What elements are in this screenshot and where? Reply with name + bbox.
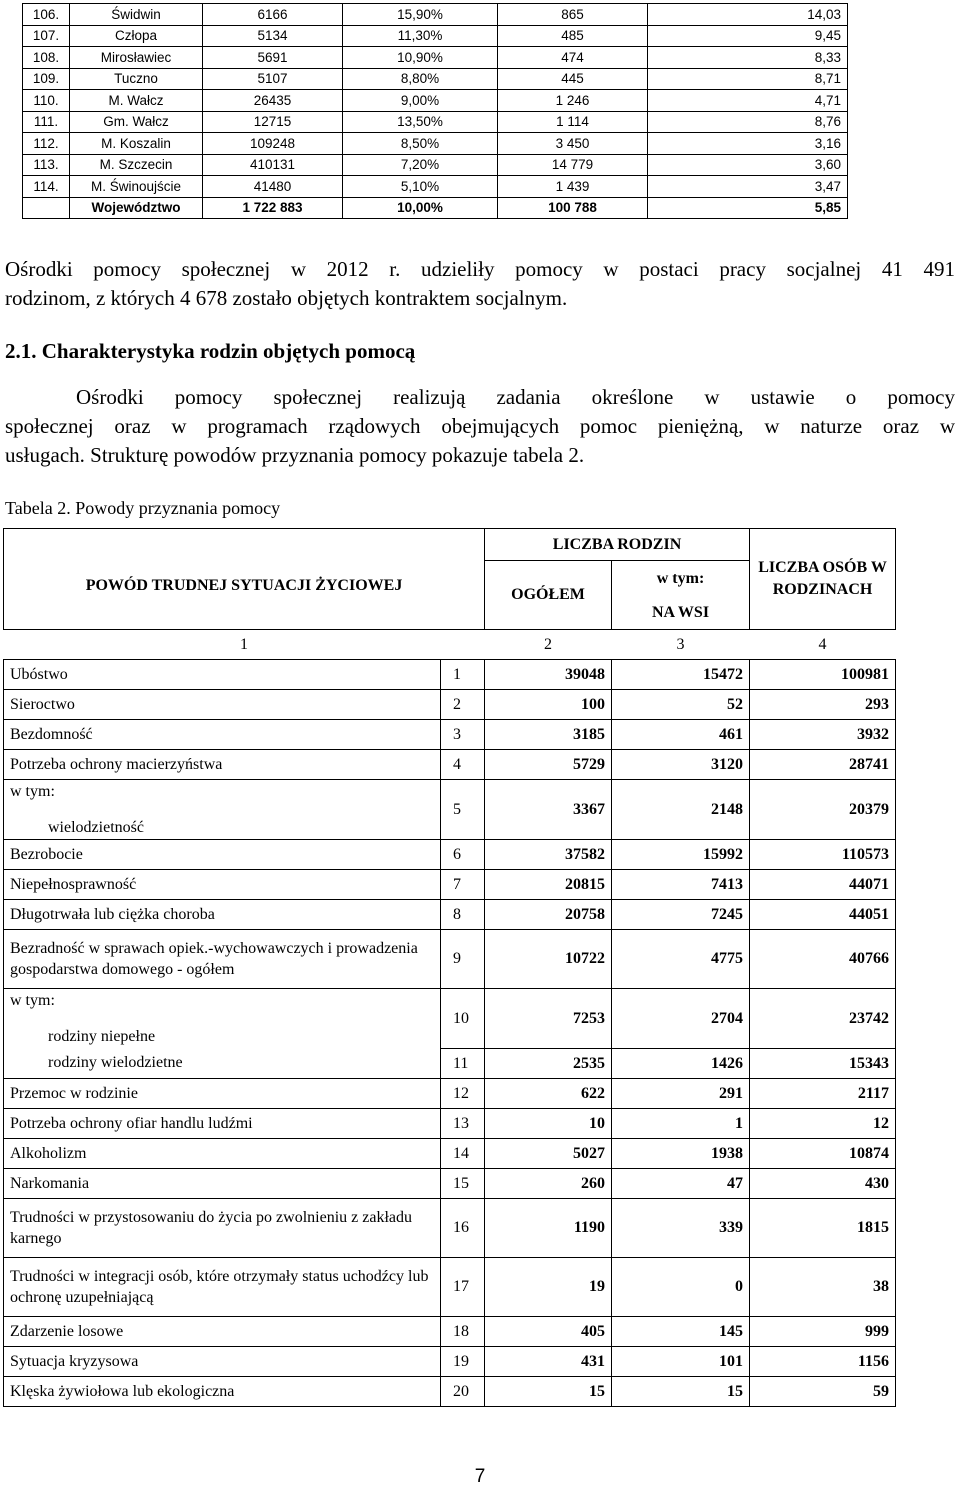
persons-count: 59	[750, 1377, 896, 1407]
assistance-reasons-table	[3, 528, 896, 1407]
lp-cell: 112.	[23, 133, 70, 155]
ratio-cell: 8,71	[648, 68, 848, 90]
table-row	[4, 780, 896, 840]
rural-families: 47	[612, 1169, 750, 1199]
label-stack	[10, 992, 434, 1046]
rural-families: 101	[612, 1347, 750, 1377]
table-row	[4, 1049, 896, 1079]
count-cell: 474	[498, 47, 648, 69]
population-cell: 410131	[203, 154, 343, 176]
subgroup-label: wielodzietność	[48, 818, 144, 836]
row-index: 9	[441, 930, 485, 989]
municipality-cell: Człopa	[70, 25, 203, 47]
rate-cell: 11,30%	[343, 25, 498, 47]
persons-count: 1815	[750, 1199, 896, 1258]
column-numbers-row	[4, 630, 896, 660]
section-heading: 2.1. Charakterystyka rodzin objętych pomocą	[5, 339, 416, 363]
rural-families: 3120	[612, 750, 750, 780]
table-row	[23, 47, 848, 69]
text-line: Ośrodki pomocy społecznej realizują zadania określone w ustawie o pomocy	[76, 385, 955, 409]
total-families: 19	[485, 1258, 612, 1317]
table-row	[23, 176, 848, 198]
lp-cell	[23, 197, 70, 219]
column-number: 3	[612, 630, 750, 660]
population-cell: 109248	[203, 133, 343, 155]
rate-cell: 8,80%	[343, 68, 498, 90]
lp-cell: 109.	[23, 68, 70, 90]
rural-families: 1	[612, 1109, 750, 1139]
row-index: 14	[441, 1139, 485, 1169]
persons-count: 28741	[750, 750, 896, 780]
header-persons: LICZBA OSÓB W RODZINACH	[750, 529, 896, 630]
rural-families: 15	[612, 1377, 750, 1407]
total-families: 5729	[485, 750, 612, 780]
row-index: 17	[441, 1258, 485, 1317]
persons-count: 44071	[750, 870, 896, 900]
column-number: 4	[750, 630, 896, 660]
table-row	[23, 68, 848, 90]
count-cell: 14 779	[498, 154, 648, 176]
count-cell: 445	[498, 68, 648, 90]
text-line: usługach. Strukturę powodów przyznania pomocy pokazuje tabela 2.	[5, 443, 585, 467]
rural-families: 339	[612, 1199, 750, 1258]
row-index: 3	[441, 720, 485, 750]
persons-count: 44051	[750, 900, 896, 930]
municipality-cell: M. Świnoujście	[70, 176, 203, 198]
text-line: rodzinom, z których 4 678 zostało objętych kontraktem socjalnym.	[5, 286, 568, 310]
lp-cell: 110.	[23, 90, 70, 112]
total-families: 20758	[485, 900, 612, 930]
reason-label: Potrzeba ochrony macierzyństwa	[4, 750, 441, 780]
ratio-cell: 3,47	[648, 176, 848, 198]
municipality-cell: Mirosławiec	[70, 47, 203, 69]
label-stack	[10, 783, 434, 837]
population-cell: 6166	[203, 4, 343, 26]
table-row	[4, 660, 896, 690]
rural-families: 4775	[612, 930, 750, 989]
table-row	[4, 750, 896, 780]
row-index: 6	[441, 840, 485, 870]
rural-families: 1938	[612, 1139, 750, 1169]
column-number: 1	[4, 630, 485, 660]
persons-count: 23742	[750, 989, 896, 1049]
municipality-cell: Województwo	[70, 197, 203, 219]
rate-cell: 13,50%	[343, 111, 498, 133]
table-row	[4, 1139, 896, 1169]
count-cell: 1 114	[498, 111, 648, 133]
table-row	[4, 720, 896, 750]
row-index: 11	[441, 1049, 485, 1079]
count-cell: 3 450	[498, 133, 648, 155]
count-cell: 1 246	[498, 90, 648, 112]
subgroup-label: rodziny wielodzietne	[48, 1054, 183, 1072]
rural-families: 2704	[612, 989, 750, 1049]
municipality-cell: Gm. Wałcz	[70, 111, 203, 133]
subgroup-label: rodziny niepełne	[48, 1027, 156, 1045]
reason-label: Zdarzenie losowe	[4, 1317, 441, 1347]
reason-label: Przemoc w rodzinie	[4, 1079, 441, 1109]
population-cell: 41480	[203, 176, 343, 198]
ratio-cell: 5,85	[648, 197, 848, 219]
row-index: 15	[441, 1169, 485, 1199]
rate-cell: 9,00%	[343, 90, 498, 112]
table-caption: Tabela 2. Powody przyznania pomocy	[5, 498, 281, 518]
persons-count: 3932	[750, 720, 896, 750]
municipality-cell: M. Koszalin	[70, 133, 203, 155]
row-index: 7	[441, 870, 485, 900]
ratio-cell: 8,76	[648, 111, 848, 133]
table-row	[4, 1258, 896, 1317]
rate-cell: 15,90%	[343, 4, 498, 26]
row-index: 16	[441, 1199, 485, 1258]
table-row	[4, 900, 896, 930]
table-row	[23, 133, 848, 155]
ratio-cell: 4,71	[648, 90, 848, 112]
count-cell: 485	[498, 25, 648, 47]
table-row	[4, 690, 896, 720]
reason-label: Bezdomność	[4, 720, 441, 750]
persons-count: 1156	[750, 1347, 896, 1377]
header-row	[4, 529, 896, 561]
municipality-cell: Świdwin	[70, 4, 203, 26]
total-families: 3185	[485, 720, 612, 750]
reason-label: Niepełnosprawność	[4, 870, 441, 900]
population-cell: 5691	[203, 47, 343, 69]
table-row	[4, 1169, 896, 1199]
subgroup-intro: w tym:	[10, 782, 55, 800]
page-number: 7	[474, 1466, 486, 1487]
row-index: 19	[441, 1347, 485, 1377]
table-row	[23, 4, 848, 26]
persons-count: 10874	[750, 1139, 896, 1169]
total-families: 7253	[485, 989, 612, 1049]
persons-count: 430	[750, 1169, 896, 1199]
ratio-cell: 14,03	[648, 4, 848, 26]
count-cell: 1 439	[498, 176, 648, 198]
total-families: 100	[485, 690, 612, 720]
subgroup-intro: w tym:	[10, 991, 55, 1009]
table-row	[23, 25, 848, 47]
rural-families: 7413	[612, 870, 750, 900]
count-cell: 865	[498, 4, 648, 26]
ratio-cell: 3,60	[648, 154, 848, 176]
row-index: 20	[441, 1377, 485, 1407]
header-reason: POWÓD TRUDNEJ SYTUACJI ŻYCIOWEJ	[4, 529, 485, 630]
persons-count: 293	[750, 690, 896, 720]
reason-label: Trudności w przystosowaniu do życia po zwolnieniu z zakładu karnego	[4, 1199, 441, 1258]
rate-cell: 10,00%	[343, 197, 498, 219]
persons-count: 110573	[750, 840, 896, 870]
table-row	[4, 1199, 896, 1258]
persons-count: 999	[750, 1317, 896, 1347]
column-number: 2	[485, 630, 612, 660]
total-families: 405	[485, 1317, 612, 1347]
total-families: 20815	[485, 870, 612, 900]
municipality-cell: M. Wałcz	[70, 90, 203, 112]
header-of-which: w tym:	[612, 561, 750, 598]
municipality-cell: M. Szczecin	[70, 154, 203, 176]
table-row	[4, 870, 896, 900]
ratio-cell: 3,16	[648, 133, 848, 155]
population-cell: 26435	[203, 90, 343, 112]
total-families: 622	[485, 1079, 612, 1109]
rate-cell: 10,90%	[343, 47, 498, 69]
rural-families: 15992	[612, 840, 750, 870]
table-row	[4, 930, 896, 989]
rural-families: 1426	[612, 1049, 750, 1079]
reason-label	[4, 780, 441, 840]
reason-label: Sytuacja kryzysowa	[4, 1347, 441, 1377]
header-total: OGÓŁEM	[485, 561, 612, 630]
reason-label	[4, 989, 441, 1049]
rural-families: 461	[612, 720, 750, 750]
total-families: 37582	[485, 840, 612, 870]
rural-families: 15472	[612, 660, 750, 690]
total-families: 1190	[485, 1199, 612, 1258]
table-row	[4, 1079, 896, 1109]
total-families: 10722	[485, 930, 612, 989]
paragraph-social-work	[5, 255, 955, 313]
rate-cell: 7,20%	[343, 154, 498, 176]
total-families: 2535	[485, 1049, 612, 1079]
lp-cell: 106.	[23, 4, 70, 26]
reason-label: Sieroctwo	[4, 690, 441, 720]
table-row	[4, 1377, 896, 1407]
row-index: 4	[441, 750, 485, 780]
reason-label: Bezradność w sprawach opiek.-wychowawczych i prowadzenia gospodarstwa domowego - ogółem	[4, 930, 441, 989]
total-families: 431	[485, 1347, 612, 1377]
table-row	[4, 989, 896, 1049]
persons-count: 100981	[750, 660, 896, 690]
total-families: 10	[485, 1109, 612, 1139]
table-row	[4, 1317, 896, 1347]
paragraph-tasks	[5, 383, 955, 470]
total-families: 5027	[485, 1139, 612, 1169]
row-index: 13	[441, 1109, 485, 1139]
persons-count: 12	[750, 1109, 896, 1139]
reason-label: Klęska żywiołowa lub ekologiczna	[4, 1377, 441, 1407]
rural-families: 0	[612, 1258, 750, 1317]
reason-label: Narkomania	[4, 1169, 441, 1199]
reason-label: Trudności w integracji osób, które otrzymały status uchodźcy lub ochronę uzupełniającą	[4, 1258, 441, 1317]
ratio-cell: 9,45	[648, 25, 848, 47]
reason-label	[4, 1049, 441, 1079]
ratio-cell: 8,33	[648, 47, 848, 69]
reason-label: Ubóstwo	[4, 660, 441, 690]
total-row	[23, 197, 848, 219]
rate-cell: 8,50%	[343, 133, 498, 155]
total-families: 15	[485, 1377, 612, 1407]
population-cell: 12715	[203, 111, 343, 133]
lp-cell: 108.	[23, 47, 70, 69]
persons-count: 15343	[750, 1049, 896, 1079]
population-cell: 5134	[203, 25, 343, 47]
table-row	[4, 840, 896, 870]
persons-count: 20379	[750, 780, 896, 840]
row-index: 10	[441, 989, 485, 1049]
population-cell: 5107	[203, 68, 343, 90]
municipality-cell: Tuczno	[70, 68, 203, 90]
total-families: 260	[485, 1169, 612, 1199]
table-row	[23, 154, 848, 176]
voivodeship-table	[22, 3, 848, 219]
rate-cell: 5,10%	[343, 176, 498, 198]
text-line: społecznej oraz w programach rządowych obejmujących pomoc pieniężną, w naturze oraz w	[5, 414, 955, 438]
lp-cell: 111.	[23, 111, 70, 133]
row-index: 18	[441, 1317, 485, 1347]
persons-count: 40766	[750, 930, 896, 989]
row-index: 8	[441, 900, 485, 930]
reason-label: Alkoholizm	[4, 1139, 441, 1169]
population-cell: 1 722 883	[203, 197, 343, 219]
table-row	[23, 111, 848, 133]
rural-families: 7245	[612, 900, 750, 930]
table-row	[4, 1109, 896, 1139]
text-line: Ośrodki pomocy społecznej w 2012 r. udzieliły pomocy w postaci pracy socjalnej 41 491	[5, 257, 955, 281]
row-index: 5	[441, 780, 485, 840]
total-families: 3367	[485, 780, 612, 840]
table-row	[23, 90, 848, 112]
row-index: 12	[441, 1079, 485, 1109]
table-row	[4, 1347, 896, 1377]
reason-label: Bezrobocie	[4, 840, 441, 870]
rural-families: 145	[612, 1317, 750, 1347]
reason-label: Potrzeba ochrony ofiar handlu ludźmi	[4, 1109, 441, 1139]
rural-families: 52	[612, 690, 750, 720]
persons-count: 38	[750, 1258, 896, 1317]
persons-count: 2117	[750, 1079, 896, 1109]
lp-cell: 113.	[23, 154, 70, 176]
header-families: LICZBA RODZIN	[485, 529, 750, 561]
reason-label: Długotrwała lub ciężka choroba	[4, 900, 441, 930]
count-cell: 100 788	[498, 197, 648, 219]
row-index: 1	[441, 660, 485, 690]
lp-cell: 114.	[23, 176, 70, 198]
rural-families: 2148	[612, 780, 750, 840]
row-index: 2	[441, 690, 485, 720]
header-rural: NA WSI	[612, 598, 750, 630]
rural-families: 291	[612, 1079, 750, 1109]
total-families: 39048	[485, 660, 612, 690]
lp-cell: 107.	[23, 25, 70, 47]
